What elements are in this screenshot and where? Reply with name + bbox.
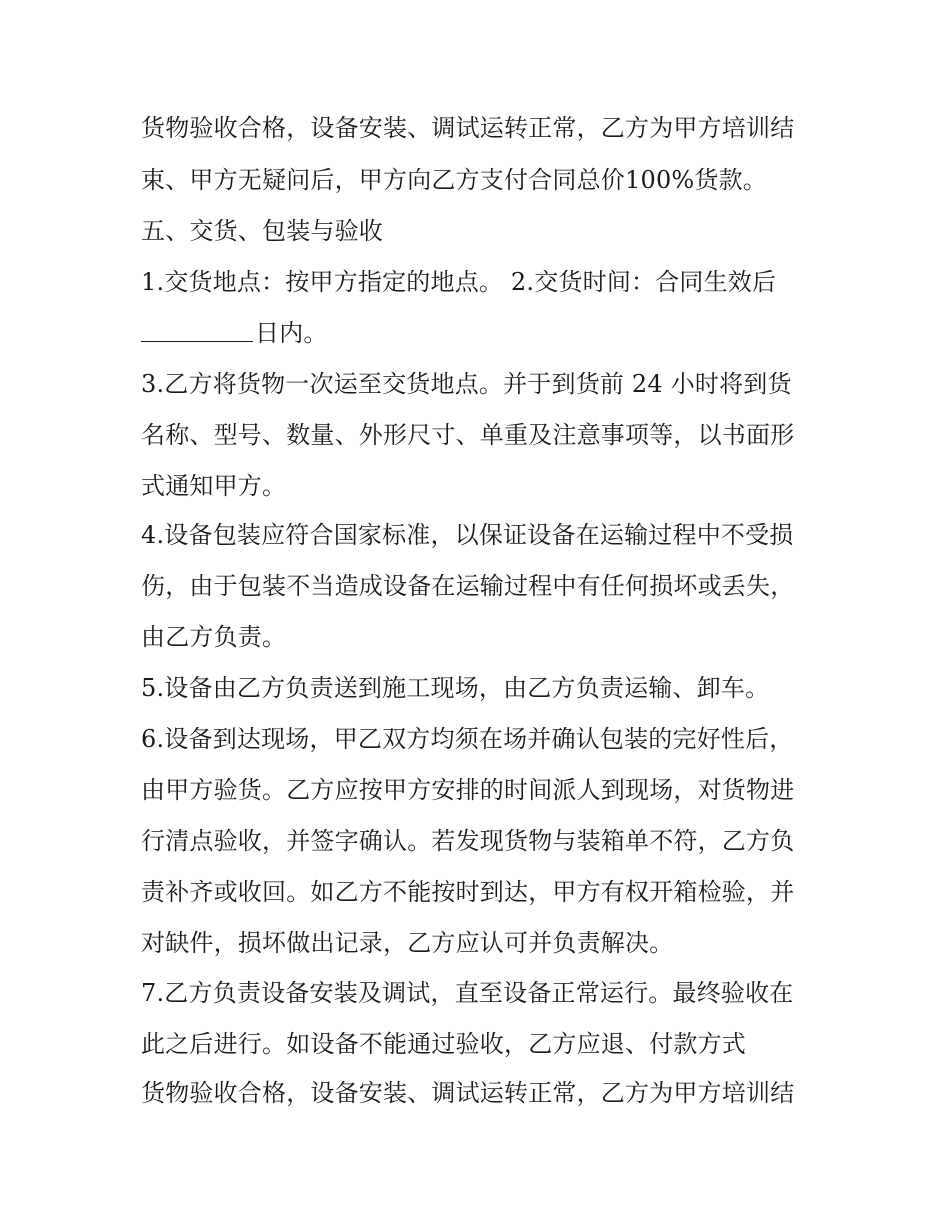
text-line-10: 伤，由于包装不当造成设备在运输过程中有任何损坏或丢失， [141,572,795,600]
text-line-7: 名称、型号、数量、外形尺寸、单重及注意事项等，以书面形 [141,421,795,449]
text-line-9: 4.设备包装应符合国家标准，以保证设备在运输过程中不受损 [141,521,794,549]
fill-in-blank [141,319,253,342]
text-line-15: 行清点验收，并签字确认。若发现货物与装箱单不符，乙方负 [141,827,795,855]
text-line-12: 5.设备由乙方负责送到施工现场，由乙方负责运输、卸车。 [141,674,770,702]
text-line-17: 对缺件，损坏做出记录，乙方应认可并负责解决。 [141,929,674,957]
blank-suffix-text: 日内。 [255,319,328,347]
section-heading: 五、交货、包装与验收 [141,217,383,245]
text-line-19: 此之后进行。如设备不能通过验收，乙方应退、付款方式 [141,1030,746,1058]
text-line-13: 6.设备到达现场，甲乙双方均须在场并确认包装的完好性后， [141,725,794,753]
text-line-4: 1.交货地点：按甲方指定的地点。 2.交货时间：合同生效后 [141,268,777,296]
text-line-14: 由甲方验货。乙方应按甲方安排的时间派人到现场，对货物进 [141,776,795,804]
text-line-18: 7.乙方负责设备安装及调试，直至设备正常运行。最终验收在 [141,979,794,1007]
text-line-8: 式通知甲方。 [141,472,287,500]
text-line-16: 责补齐或收回。如乙方不能按时到达，甲方有权开箱检验，并 [141,878,795,906]
text-line-2: 束、甲方无疑问后，甲方向乙方支付合同总价100%货款。 [141,166,768,194]
text-line-11: 由乙方负责。 [141,623,287,651]
text-line-5 [141,318,328,348]
text-line-1: 货物验收合格，设备安装、调试运转正常，乙方为甲方培训结 [141,114,795,142]
text-line-20: 货物验收合格，设备安装、调试运转正常，乙方为甲方培训结 [141,1079,795,1107]
text-line-6: 3.乙方将货物一次运至交货地点。并于到货前 24 小时将到货 [141,370,792,398]
